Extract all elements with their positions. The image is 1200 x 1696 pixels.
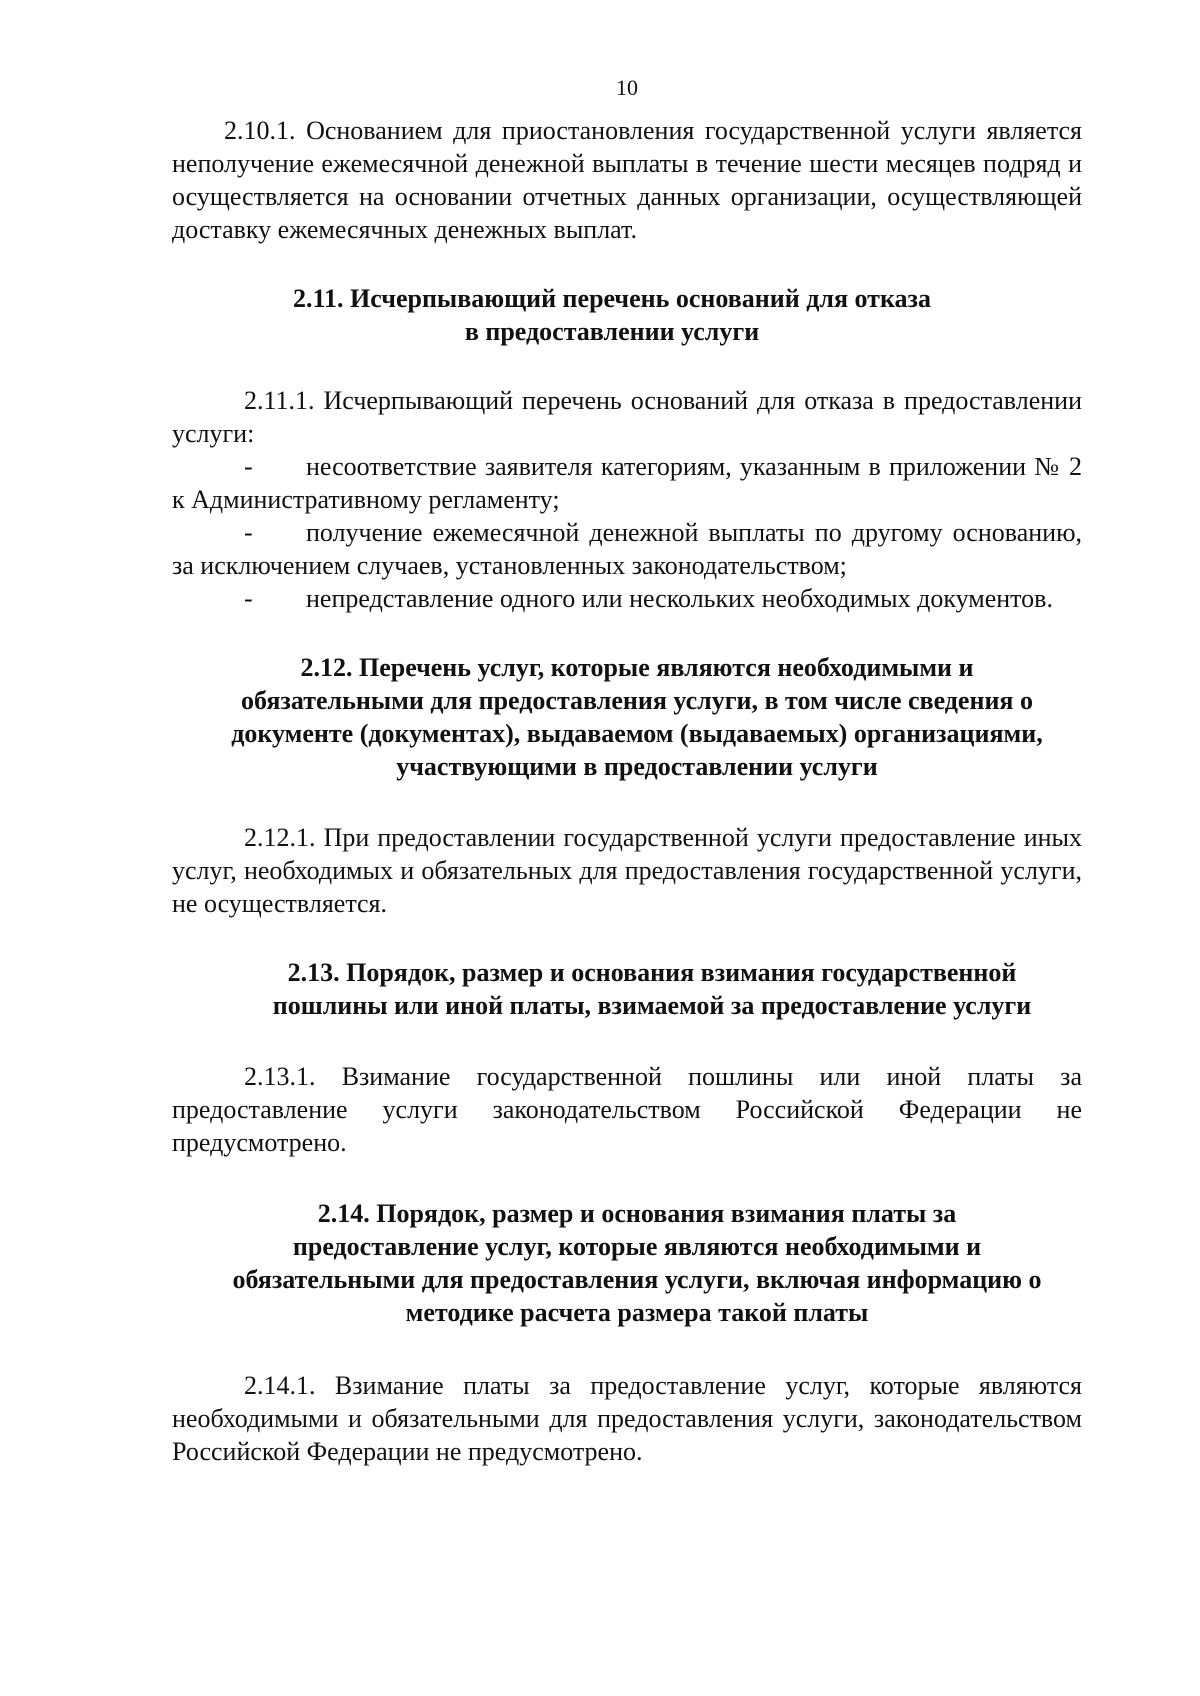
heading-2-11 <box>172 282 1082 348</box>
list-item-text: получение ежемесячной денежной выплаты по другому основанию, за исключением случаев, установленных законодательством; <box>172 518 1082 580</box>
heading-2-11-line-1: 2.11. Исчерпывающий перечень оснований для отказа <box>292 284 931 313</box>
paragraph-2-14-1: 2.14.1. Взимание платы за предоставление услуг, которые являются необходимыми и обязательными для предоставления услуги, законодательством Российской Федерации не предусмотрено. <box>172 1371 1082 1466</box>
paragraph-2-10-1: 2.10.1. Основанием для приостановления государственной услуги является неполучение ежемесячной денежной выплаты в течение шести месяцев подряд и осуществляется на основании отчетных данных организации, осуществляющей доставку ежемесячных денежных выплат. <box>172 116 1082 244</box>
heading-2-14-line-1: 2.14. Порядок, размер и основания взимания платы за <box>317 1199 957 1228</box>
list-item <box>172 516 1082 582</box>
heading-2-14-line-4: методике расчета размера такой платы <box>405 1298 869 1327</box>
list-dash: - <box>244 518 253 547</box>
heading-2-11-line-2: в предоставлении услуги <box>464 317 760 346</box>
paragraph-2-11-1: 2.11.1. Исчерпывающий перечень оснований для отказа в предоставлении услуги: <box>172 386 1082 448</box>
list-item <box>172 450 1082 516</box>
heading-2-13-line-2: пошлины или иной платы, взимаемой за предоставление услуги <box>272 991 1032 1020</box>
heading-2-13 <box>172 956 1082 1022</box>
heading-2-14-line-3: обязательными для предоставления услуги, включая информацию о <box>232 1265 1042 1294</box>
heading-2-12-line-3: документе (документах), выдаваемом (выдаваемых) организациями, <box>231 719 1043 748</box>
list-item <box>172 582 1082 615</box>
paragraph-2-13-1: 2.13.1. Взимание государственной пошлины или иной платы за предоставление услуги законодательством Российской Федерации не предусмотрено. <box>172 1062 1082 1157</box>
list-dash: - <box>244 452 253 481</box>
heading-2-12 <box>172 651 1082 783</box>
list-item-text: непредставление одного или нескольких необходимых документов. <box>306 584 1053 613</box>
heading-2-14 <box>172 1197 1082 1329</box>
heading-2-12-line-1: 2.12. Перечень услуг, которые являются необходимыми и <box>300 653 974 682</box>
page-number: 10 <box>616 75 638 100</box>
list-item-text: несоответствие заявителя категориям, указанным в приложении № 2 к Административному регламенту; <box>172 452 1082 514</box>
heading-2-14-line-2: предоставление услуг, которые являются необходимыми и <box>292 1232 982 1261</box>
heading-2-12-line-2: обязательными для предоставления услуги, в том числе сведения о <box>241 686 1033 715</box>
paragraph-2-12-1: 2.12.1. При предоставлении государственной услуги предоставление иных услуг, необходимых и обязательных для предоставления государственной услуги, не осуществляется. <box>172 823 1082 918</box>
heading-2-12-line-4: участвующими в предоставлении услуги <box>396 752 878 781</box>
heading-2-13-line-1: 2.13. Порядок, размер и основания взимания государственной <box>287 958 1017 987</box>
list-dash: - <box>244 584 253 613</box>
